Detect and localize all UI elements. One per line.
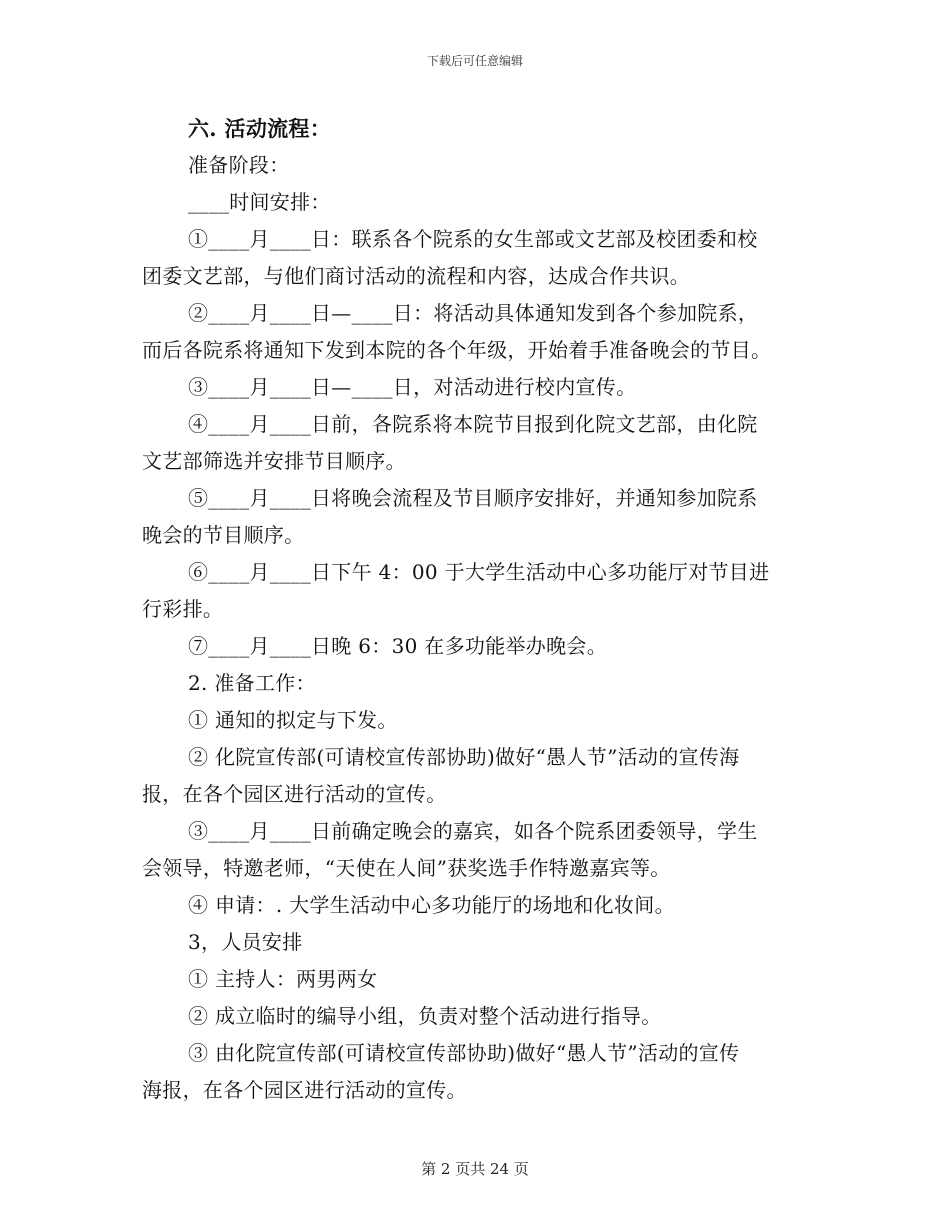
paragraph-line: 文艺部筛选并安排节目顺序。 (142, 449, 406, 473)
subsection-heading: 2. 准备工作： (188, 671, 316, 695)
page-header: 下载后可任意编辑 (426, 54, 523, 68)
paragraph-line: ④ 申请：. 大学生活动中心多功能厅的场地和化妆间。 (188, 893, 675, 917)
paragraph-line: ⑤____月____日将晚会流程及节目顺序安排好，并通知参加院系 (188, 486, 758, 510)
page-footer: 第 2 页共 24 页 (421, 1160, 529, 1178)
paragraph-line: ⑥____月____日下午 4：00 于大学生活动中心多功能厅对节目进 (188, 560, 770, 584)
paragraph-line: 团委文艺部，与他们商讨活动的流程和内容，达成合作共识。 (142, 264, 691, 288)
paragraph-line: ② 成立临时的编导小组，负责对整个活动进行指导。 (188, 1004, 662, 1028)
paragraph-line: ④____月____日前，各院系将本院节目报到化院文艺部，由化院 (188, 412, 758, 436)
paragraph-line: 晚会的节目顺序。 (142, 523, 305, 547)
paragraph-line: ① 通知的拟定与下发。 (188, 708, 398, 732)
paragraph-line: 准备阶段： (188, 153, 290, 177)
paragraph-line: ① 主持人：两男两女 (188, 967, 378, 991)
document-body (142, 110, 804, 1109)
paragraph-line: ③____月____日前确定晚会的嘉宾，如各个院系团委领导，学生 (188, 819, 758, 843)
paragraph-line: ②____月____日—____日：将活动具体通知发到各个参加院系， (188, 301, 759, 325)
paragraph-line: ③____月____日—____日，对活动进行校内宣传。 (188, 375, 637, 399)
subsection-heading: 3，人员安排 (188, 930, 303, 954)
section-heading: 六. 活动流程： (188, 116, 332, 141)
paragraph-line: ③ 由化院宣传部(可请校宣传部协助)做好“愚人节”活动的宣传 (188, 1041, 740, 1065)
paragraph-line: ② 化院宣传部(可请校宣传部协助)做好“愚人节”活动的宣传海 (188, 745, 740, 769)
paragraph-line: ⑦____月____日晚 6：30 在多功能举办晚会。 (188, 634, 607, 658)
paragraph-line: ①____月____日：联系各个院系的女生部或文艺部及校团委和校 (188, 227, 758, 251)
paragraph-line: 而后各院系将通知下发到本院的各个年级，开始着手准备晚会的节目。 (142, 338, 772, 362)
paragraph-line: 报，在各个园区进行活动的宣传。 (142, 782, 447, 806)
paragraph-line: ____时间安排： (188, 190, 331, 214)
paragraph-line: 海报，在各个园区进行活动的宣传。 (142, 1078, 467, 1102)
paragraph-line: 会领导，特邀老师，“天使在人间”获奖选手作特邀嘉宾等。 (142, 856, 671, 880)
paragraph-line: 行彩排。 (142, 597, 224, 621)
